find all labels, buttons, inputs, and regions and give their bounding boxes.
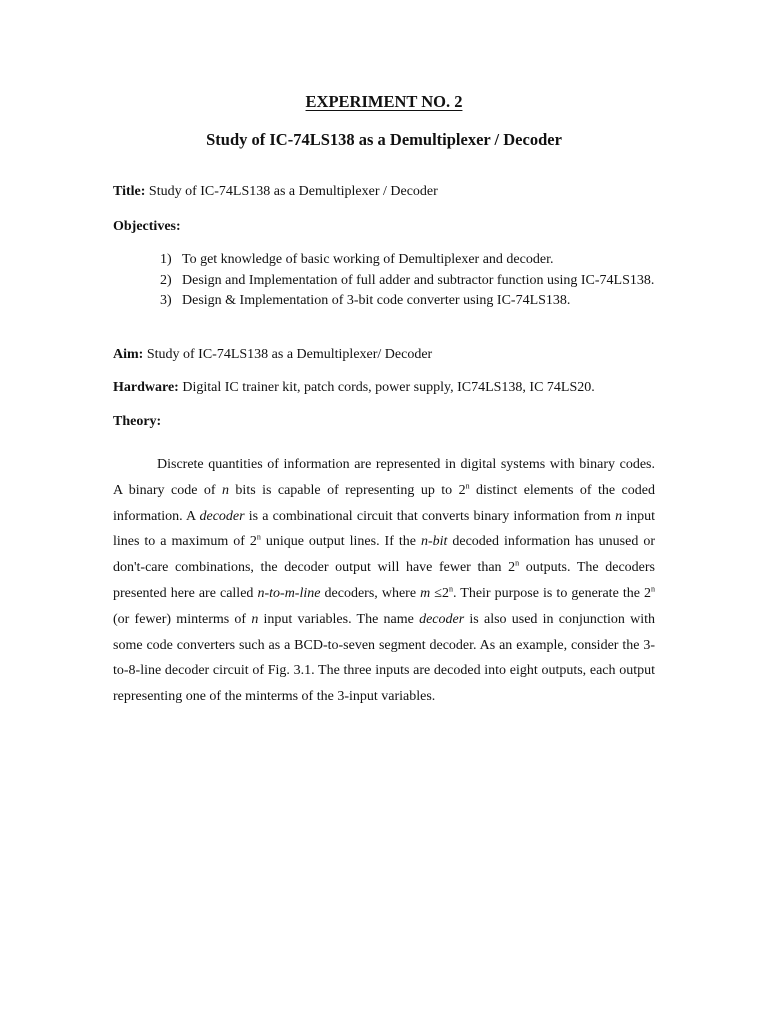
theory-segment: unique output lines. If the	[260, 534, 421, 550]
theory-segment: n	[615, 508, 623, 524]
hardware-value: Digital IC trainer kit, patch cords, power supply, IC74LS138, IC 74LS20.	[182, 380, 595, 395]
experiment-subtitle: Study of IC-74LS138 as a Demultiplexer / Decoder	[206, 130, 562, 149]
theory-segment: n	[256, 532, 261, 542]
theory-segment: . Their purpose is to generate the 2	[452, 585, 651, 601]
theory-segment: n	[651, 584, 655, 594]
theory-segment: m	[420, 585, 431, 601]
title-field	[113, 184, 658, 200]
objectives-label: Objectives:	[113, 219, 181, 234]
theory-segment: is also used in conjunction with some code converters such as a BCD-to-seven segment decoder. As an example, consider the 3-to-8-line decoder circuit of Fig. 3.1. The three inputs are decoded into eight outputs, each output representing one of the minterms of the 3-input variables.	[113, 611, 655, 705]
title-value: Study of IC-74LS138 as a Demultiplexer / Decoder	[148, 184, 438, 199]
theory-segment: bits is capable of representing up to 2	[228, 482, 466, 498]
theory-segment: n-bit	[420, 534, 448, 550]
hardware-field	[113, 380, 658, 396]
objective-text: Design & Implementation of 3-bit code converter using IC-74LS138.	[182, 293, 571, 308]
theory-segment: Discrete quantities of information are represented in digital systems with binary codes. A binary code of	[113, 457, 655, 498]
theory-segment: input variables. The name	[258, 611, 420, 627]
objective-item	[160, 271, 658, 292]
objective-number: 3)	[160, 293, 172, 308]
objective-text: Design and Implementation of full adder and subtractor function using IC-74LS138.	[182, 272, 655, 288]
objective-item	[160, 291, 658, 312]
title-label: Title:	[113, 184, 146, 199]
aim-label: Aim:	[113, 347, 144, 362]
aim-value: Study of IC-74LS138 as a Demultiplexer/ Decoder	[146, 347, 433, 362]
objectives-list	[160, 250, 658, 312]
objective-text: To get knowledge of basic working of Demultiplexer and decoder.	[182, 252, 554, 267]
theory-segment: decoders, where	[320, 585, 421, 601]
theory-segment: distinct elements of the coded information. A	[113, 482, 655, 524]
experiment-title: EXPERIMENT NO. 2	[305, 92, 463, 111]
theory-segment: is a combinational circuit that converts binary information from	[244, 508, 616, 524]
theory-segment: (or fewer) minterms of	[113, 611, 252, 627]
theory-segment: n	[515, 558, 520, 568]
objective-item	[160, 250, 658, 271]
theory-segment: n	[465, 481, 470, 491]
theory-segment: n	[221, 482, 229, 498]
theory-segment: n	[251, 611, 259, 627]
theory-segment: n	[448, 584, 453, 594]
theory-label: Theory:	[113, 414, 162, 429]
theory-segment: input lines to a maximum of 2	[113, 508, 655, 550]
aim-field	[113, 347, 658, 363]
theory-paragraph	[113, 452, 655, 710]
objective-number: 1)	[160, 252, 172, 267]
theory-segment: decoded information has unused or don't-care combinations, the decoder output will have fewer than 2	[113, 534, 655, 576]
theory-segment: n-to-m-line	[257, 585, 321, 601]
theory-segment: decoder	[419, 611, 465, 627]
theory-segment: ≤2	[430, 585, 449, 601]
objective-number: 2)	[160, 272, 172, 288]
hardware-label: Hardware:	[113, 380, 179, 395]
theory-segment: decoder	[199, 508, 245, 524]
theory-segment: outputs. The decoders presented here are called	[113, 560, 655, 601]
